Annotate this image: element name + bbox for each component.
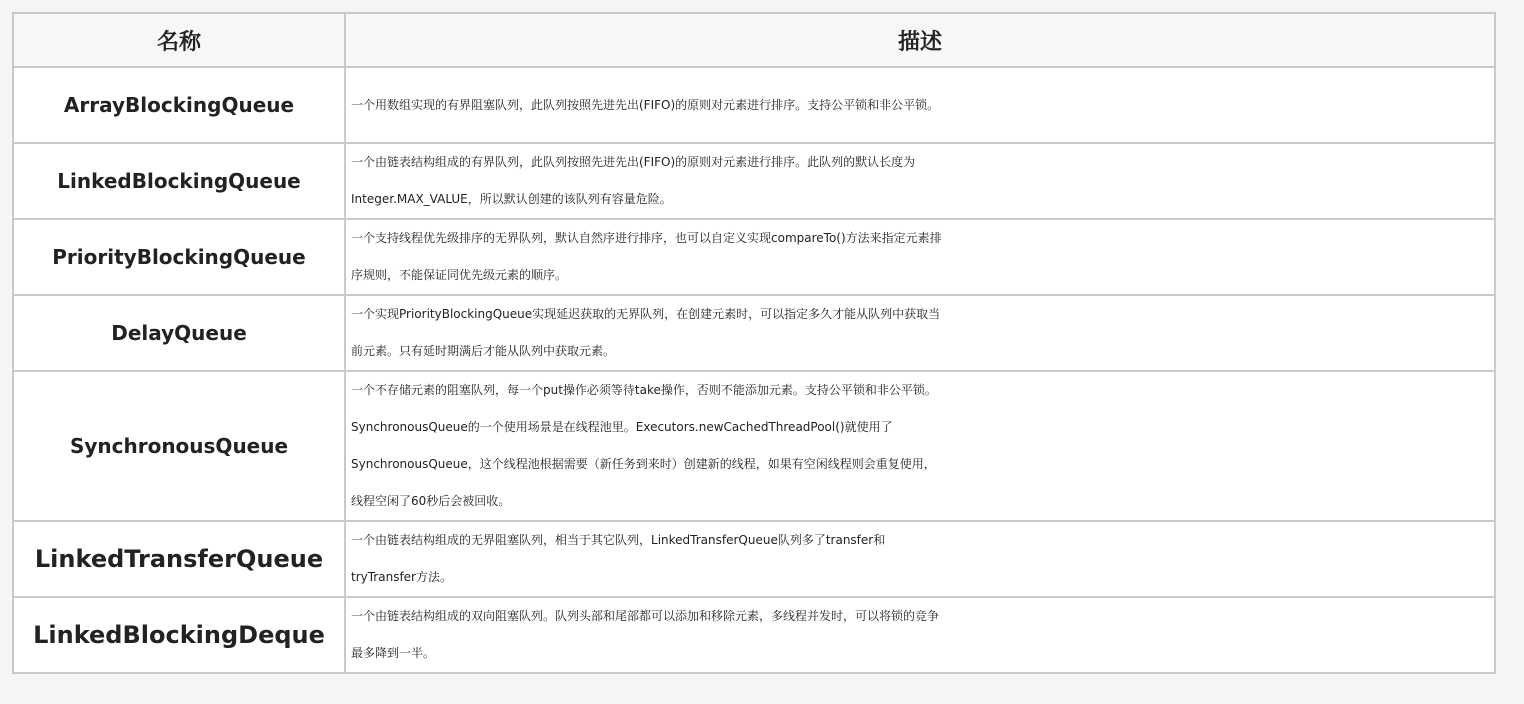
desc-line: 一个由链表结构组成的双向阻塞队列。队列头部和尾部都可以添加和移除元素，多线程并发时，可以将锁的竞争	[351, 609, 940, 623]
desc-line: SynchronousQueue的一个使用场景是在线程池里。Executors.newCachedThreadPool()就使用了	[351, 420, 893, 434]
desc-line: 一个用数组实现的有界阻塞队列，此队列按照先进先出(FIFO)的原则对元素进行排序。支持公平锁和非公平锁。	[351, 97, 940, 112]
queue-desc	[345, 219, 1495, 295]
queue-desc	[345, 295, 1495, 371]
desc-line: 最多降到一半。	[351, 646, 436, 660]
table-row	[13, 143, 1495, 219]
queue-name: LinkedBlockingDeque	[13, 597, 345, 673]
desc-line: 一个支持线程优先级排序的无界队列，默认自然序进行排序，也可以自定义实现compareTo()方法来指定元素排	[351, 231, 942, 245]
table-row	[13, 371, 1495, 521]
queue-name: LinkedBlockingQueue	[13, 143, 345, 219]
header-name: 名称	[13, 13, 345, 67]
table-row	[13, 67, 1495, 143]
queue-desc	[345, 67, 1495, 143]
queue-name: SynchronousQueue	[13, 371, 345, 521]
queue-name: PriorityBlockingQueue	[13, 219, 345, 295]
desc-line: SynchronousQueue，这个线程池根据需要（新任务到来时）创建新的线程，如果有空闲线程则会重复使用，	[351, 457, 936, 471]
desc-line: 一个不存储元素的阻塞队列，每一个put操作必须等待take操作，否则不能添加元素。支持公平锁和非公平锁。	[351, 383, 937, 397]
desc-line: 序规则，不能保证同优先级元素的顺序。	[351, 268, 568, 282]
desc-line: 线程空闲了60秒后会被回收。	[351, 494, 511, 508]
queue-name: LinkedTransferQueue	[13, 521, 345, 597]
queue-desc	[345, 521, 1495, 597]
queue-name: DelayQueue	[13, 295, 345, 371]
table-header-row	[13, 13, 1495, 67]
desc-line: 一个由链表结构组成的有界队列，此队列按照先进先出(FIFO)的原则对元素进行排序。此队列的默认长度为	[351, 155, 916, 169]
header-desc: 描述	[345, 13, 1495, 67]
table-row	[13, 295, 1495, 371]
queue-desc	[345, 597, 1495, 673]
desc-line: 一个实现PriorityBlockingQueue实现延迟获取的无界队列，在创建元素时，可以指定多久才能从队列中获取当	[351, 307, 941, 321]
blocking-queue-table	[12, 12, 1496, 674]
table-row	[13, 219, 1495, 295]
queue-name: ArrayBlockingQueue	[13, 67, 345, 143]
desc-line: 一个由链表结构组成的无界阻塞队列，相当于其它队列，LinkedTransferQueue队列多了transfer和	[351, 533, 886, 547]
desc-line: 前元素。只有延时期满后才能从队列中获取元素。	[351, 344, 616, 358]
table-row	[13, 521, 1495, 597]
queue-desc	[345, 371, 1495, 521]
desc-line: tryTransfer方法。	[351, 570, 452, 584]
queue-desc	[345, 143, 1495, 219]
desc-line: Integer.MAX_VALUE，所以默认创建的该队列有容量危险。	[351, 192, 672, 206]
table-row	[13, 597, 1495, 673]
